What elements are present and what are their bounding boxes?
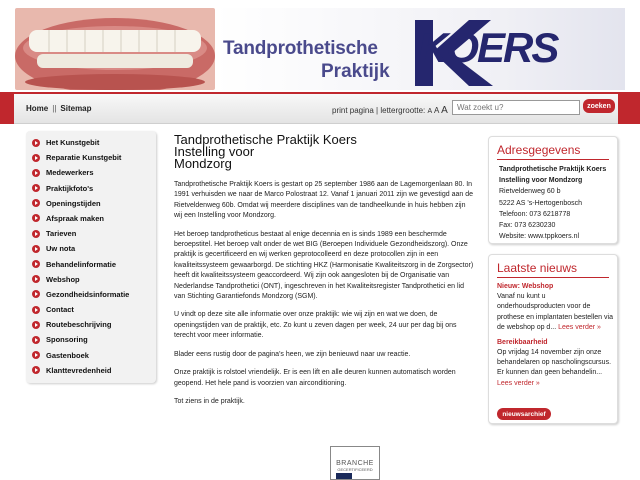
sidebar-item-label: Webshop xyxy=(46,274,80,284)
sidebar-item-label: Routebeschrijving xyxy=(46,320,112,330)
sidebar-item-label: Medewerkers xyxy=(46,168,94,178)
tools-separator: | xyxy=(376,106,381,115)
sidebar-item-label: Gezondheidsinformatie xyxy=(46,289,130,299)
badge-line2: GECERTIFICEERD xyxy=(337,467,373,472)
search-input[interactable] xyxy=(452,100,580,115)
main-content xyxy=(174,134,474,407)
news-heading: Laatste nieuws xyxy=(497,261,578,275)
font-size-label: lettergrootte: xyxy=(380,106,426,115)
page-title-line1: Tandprothetische Praktijk Koers xyxy=(174,132,357,147)
badge-logo-mark xyxy=(336,473,352,479)
profession-paragraph: Het beroep tandprotheticus bestaat al enige decennia en is sinds 1989 een beschermde beroepstitel. Het beroep valt onder de wet BIG (Beroepen Individuele Gezondheidszorg). Onze praktijk is gecertificeerd en wij werken geprotocolleerd en deze protocollen zijn in een kwaliteitssysteem gewaarborgd. De stichting HKZ (Harmonisatie Kwaliteitszorg in de Zorgsector) heeft dit kwaliteitssysteem geaccordeerd. Wij zijn ook aangesloten bij de Organisatie van Nederlandse Tandprothetici (ONT), ingeschreven in het Kwaliteitsregister Tandprothetici en lid van Stichting Garantiefonds Mondzorg (SGM). xyxy=(174,230,474,301)
nav-right-accent xyxy=(618,94,640,124)
address-street: Rietveldenweg 60 b xyxy=(499,188,561,196)
practice-name: Tandprothetische Praktijk Koers xyxy=(499,166,607,173)
sidebar-item-medewerkers[interactable] xyxy=(26,165,156,180)
sidebar-item-het-kunstgebit[interactable] xyxy=(26,135,156,150)
address-fax: Fax: 073 6230230 xyxy=(499,222,556,230)
news-item-text xyxy=(489,348,617,390)
home-link[interactable]: Home xyxy=(26,104,49,113)
sidebar-item-label: Openingstijden xyxy=(46,198,101,208)
sitemap-link[interactable]: Sitemap xyxy=(60,104,92,113)
sidebar-item-afspraak-maken[interactable] xyxy=(26,211,156,226)
news-divider xyxy=(497,277,609,278)
address-box xyxy=(488,136,618,244)
sidebar-item-label: Uw nota xyxy=(46,244,76,254)
sidebar-item-label: Sponsoring xyxy=(46,335,88,345)
read-more-link[interactable]: Lees verder » xyxy=(558,324,601,332)
sidebar-item-praktijkfotos[interactable] xyxy=(26,181,156,196)
arrow-bullet-icon xyxy=(32,154,40,162)
address-website[interactable]: Website: www.tppkoers.nl xyxy=(499,233,580,241)
arrow-bullet-icon xyxy=(32,245,40,253)
brand-name: KOERS xyxy=(418,24,558,71)
sidebar-item-label: Het Kunstgebit xyxy=(46,138,100,147)
font-size-medium[interactable]: A xyxy=(433,106,439,115)
arrow-bullet-icon xyxy=(32,230,40,238)
print-page-link[interactable]: print pagina xyxy=(332,106,374,115)
address-heading: Adresgegevens xyxy=(497,143,581,157)
nav-separator: || xyxy=(52,104,57,113)
page-tools xyxy=(332,105,448,116)
accessibility-paragraph: Onze praktijk is rolstoel vriendelijk. Er is een lift en alle deuren kunnen automatisch worden geopend. Het hele pand is voorzien van airconditioning. xyxy=(174,369,456,387)
sidebar-item-routebeschrijving[interactable] xyxy=(26,317,156,332)
sidebar-item-gastenboek[interactable] xyxy=(26,348,156,363)
top-nav-bar xyxy=(0,92,640,124)
read-more-link[interactable]: Lees verder » xyxy=(497,379,540,387)
sidebar-item-webshop[interactable] xyxy=(26,272,156,287)
news-archive-button[interactable]: nieuwsarchief xyxy=(497,408,551,420)
news-item-text xyxy=(489,292,617,334)
page-title-line3: Mondzorg xyxy=(174,156,232,171)
sidebar-item-uw-nota[interactable] xyxy=(26,241,156,256)
banner-title-line1: Tandprothetische xyxy=(223,38,378,59)
sidebar-item-label: Klanttevredenheid xyxy=(46,365,112,375)
news-item-summary: Vanaf nu kunt u onderhoudsproducten voor de prothese en implantaten bestellen via de webshop op d... xyxy=(497,293,613,332)
search-button[interactable]: zoeken xyxy=(583,99,615,113)
sidebar-item-label: Tarieven xyxy=(46,229,77,239)
sidebar-item-sponsoring[interactable] xyxy=(26,332,156,347)
arrow-bullet-icon xyxy=(32,306,40,314)
page-title-line2: Instelling voor xyxy=(174,144,255,159)
arrow-bullet-icon xyxy=(32,275,40,283)
sidebar-item-openingstijden[interactable] xyxy=(26,196,156,211)
address-phone: Telefoon: 073 6218778 xyxy=(499,210,571,218)
news-item-title[interactable]: Bereikbaarheid xyxy=(497,338,548,346)
teeth-image xyxy=(15,8,215,90)
news-item-summary: Op vrijdag 14 november zijn onze behandelaren op nascholingscursus. Er kunnen dan geen behandelin... xyxy=(497,348,612,377)
news-box xyxy=(488,254,618,424)
nav-left-accent xyxy=(0,94,14,124)
address-divider xyxy=(497,159,609,160)
arrow-bullet-icon xyxy=(32,260,40,268)
arrow-bullet-icon xyxy=(32,169,40,177)
arrow-bullet-icon xyxy=(32,139,40,147)
certification-badge xyxy=(330,446,380,480)
sidebar-item-tarieven[interactable] xyxy=(26,226,156,241)
sidebar-item-label: Gastenboek xyxy=(46,350,89,360)
banner-title-line2: Praktijk xyxy=(321,61,390,82)
font-size-small[interactable]: A xyxy=(427,108,433,115)
sidebar-menu xyxy=(26,131,156,383)
logo-banner[interactable] xyxy=(215,8,625,90)
closing-paragraph: Tot ziens in de praktijk. xyxy=(174,397,245,405)
arrow-bullet-icon xyxy=(32,184,40,192)
intro-paragraph: Tandprothetische Praktijk Koers is gestart op 25 september 1986 aan de Lagemorgenlaan 80. In 1991 verhuisden we naar de Marco Polostraat 12. Vanaf 1 januari 2011 zijn we gevestigd aan de Rietveldenweg 60b. Omdat wij meerdere disciplines van de tandheelkunde in huis hebben zijn wij een Instelling voor Mondzorg. xyxy=(174,181,473,220)
sidebar-item-label: Contact xyxy=(46,305,74,315)
arrow-bullet-icon xyxy=(32,351,40,359)
sidebar-item-klanttevredenheid[interactable] xyxy=(26,363,156,378)
sidebar-item-label: Praktijkfoto's xyxy=(46,183,94,193)
arrow-bullet-icon xyxy=(32,290,40,298)
sidebar-item-label: Afspraak maken xyxy=(46,213,104,223)
badge-line1: BRANCHE xyxy=(336,460,374,467)
address-city: 5222 AS 's-Hertogenbosch xyxy=(499,199,583,207)
teeth-photo xyxy=(15,8,215,90)
font-size-large[interactable]: A xyxy=(441,105,448,116)
site-header xyxy=(0,0,640,92)
arrow-bullet-icon xyxy=(32,214,40,222)
page-title xyxy=(174,134,474,170)
browse-paragraph: Blader eens rustig door de pagina's heen, we zijn benieuwd naar uw reactie. xyxy=(174,350,411,358)
top-nav-links xyxy=(26,104,92,113)
arrow-bullet-icon xyxy=(32,199,40,207)
arrow-bullet-icon xyxy=(32,321,40,329)
arrow-bullet-icon xyxy=(32,336,40,344)
news-item-title[interactable]: Nieuw: Webshop xyxy=(497,283,554,290)
sidebar-item-label: Reparatie Kunstgebit xyxy=(46,153,122,163)
sidebar-item-contact[interactable] xyxy=(26,302,156,317)
arrow-bullet-icon xyxy=(32,366,40,374)
sidebar-item-behandelinformatie[interactable] xyxy=(26,257,156,272)
sidebar-item-label: Behandelinformatie xyxy=(46,259,117,269)
sidebar-item-reparatie-kunstgebit[interactable] xyxy=(26,150,156,165)
practice-subtitle: Instelling voor Mondzorg xyxy=(499,177,583,185)
info-paragraph: U vindt op deze site alle informatie over onze praktijk: wie wij zijn en wat we doen, de openingstijden van de praktijk, etc. Zo kunt u zeven dagen per week, 24 uur per dag bij ons terecht voor meer informatie. xyxy=(174,311,457,340)
sidebar-item-gezondheidsinformatie[interactable] xyxy=(26,287,156,302)
